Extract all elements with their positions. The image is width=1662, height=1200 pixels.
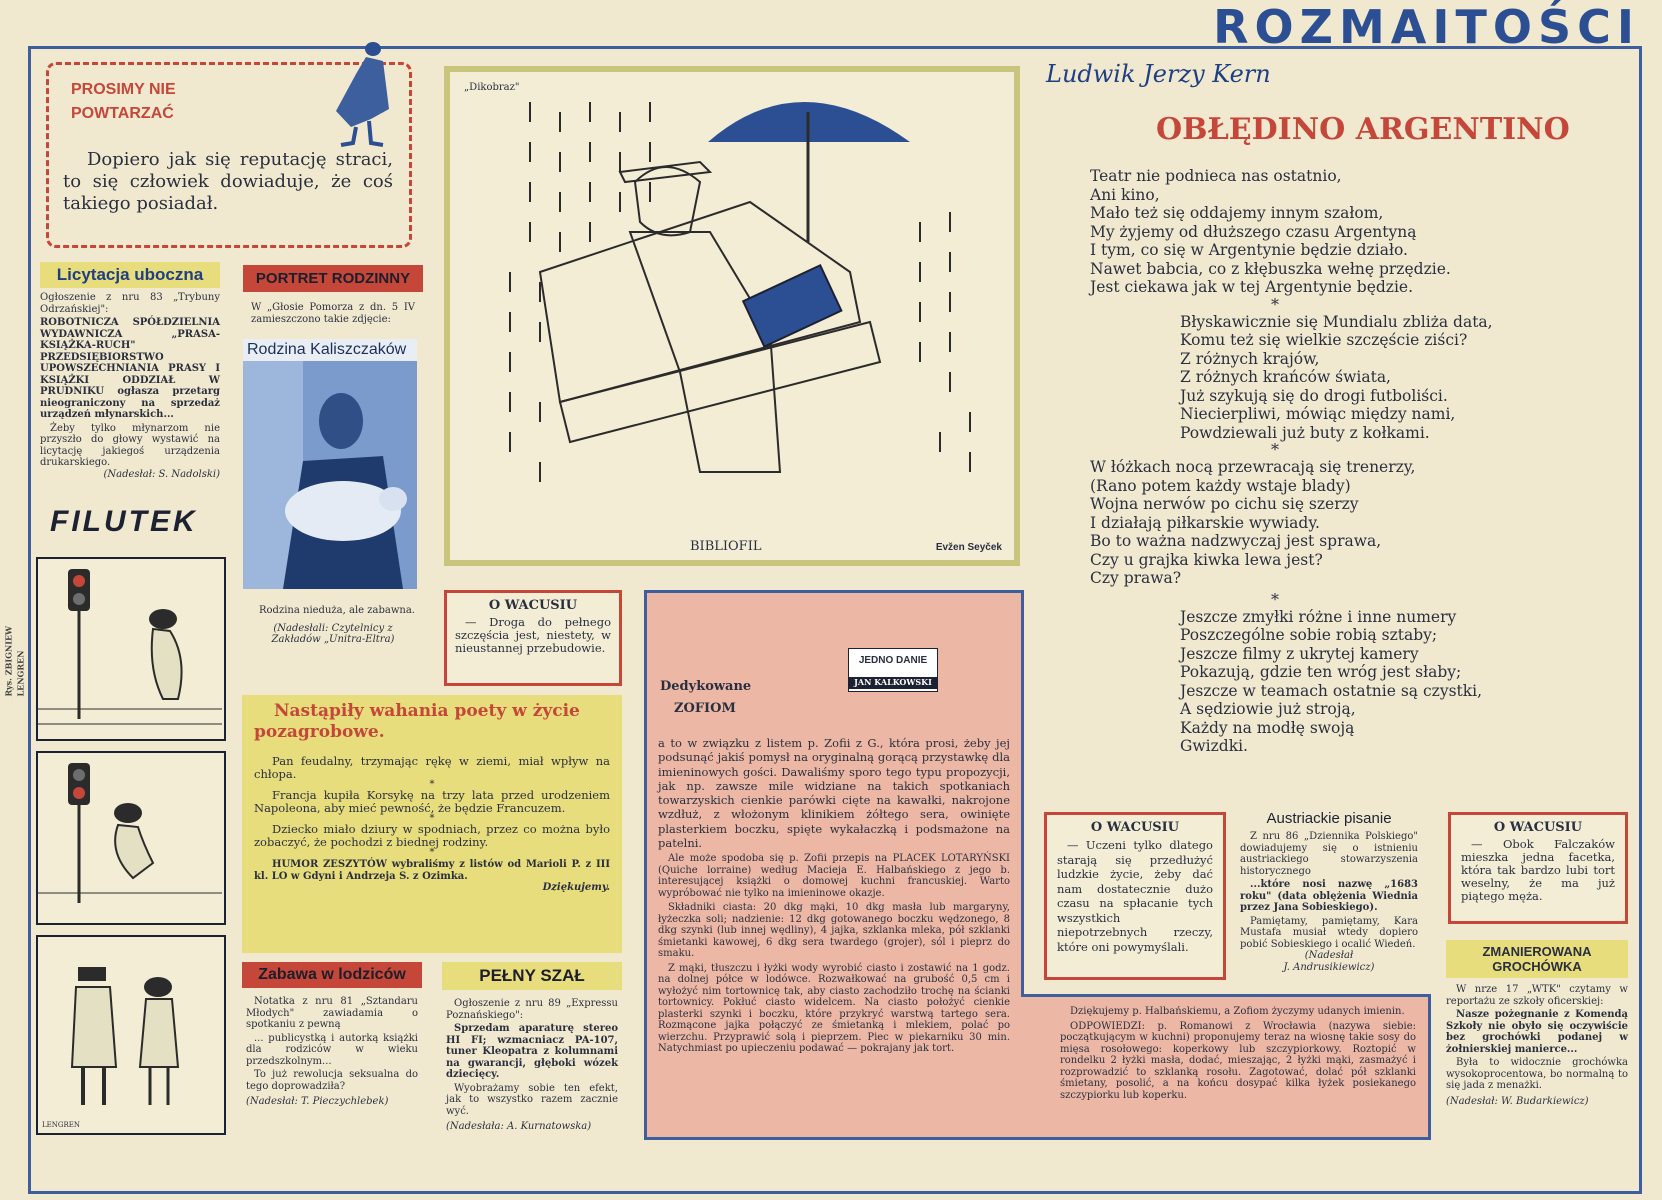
zabawa-sender: (Nadesłał: T. Pieczychlebek) bbox=[246, 1096, 389, 1107]
poem-line: Z różnych krajów, bbox=[1180, 349, 1320, 368]
licytacja-section bbox=[40, 262, 220, 492]
poem-title: OBŁĘDINO ARGENTINO bbox=[1156, 112, 1570, 147]
wacusiu-3-heading: O WACUSIU bbox=[1493, 820, 1583, 835]
wacusiu-2-heading: O WACUSIU bbox=[1090, 820, 1180, 835]
poem-line: Każdy na modłę swoją bbox=[1180, 718, 1355, 737]
wacusiu-1-heading: O WACUSIU bbox=[488, 598, 578, 613]
wahania-p3: Dziecko miało dziury w spodniach, przez co można było zobaczyć, że pochodzi z biednej rodziny. bbox=[254, 822, 610, 849]
zabawa-p1: Notatka z nru 81 „Sztandaru Młodych" zawiadamia o spotkaniu z pewną bbox=[246, 996, 418, 1030]
bibliofil-cartoon bbox=[450, 72, 1014, 560]
wahania-star-3: * bbox=[429, 847, 435, 858]
poem-line: Ani kino, bbox=[1090, 185, 1160, 204]
poem-line: Jeszcze w teamach ostatnie są czystki, bbox=[1180, 681, 1483, 700]
poem-line: I działają piłkarskie wywiady. bbox=[1090, 513, 1320, 532]
dedykowane-p3: Składniki ciasta: 20 dkg mąki, 10 dkg masła lub margaryny, łyżeczka soli; nadzienie: 12 dkg gotowanego boczku wędzonego, 8 dkg szynki (lub innej wędliny), 4 jajka, szklanka mleka, pół szklanki śmietanki kawowej, 6 dkg sera twardego (grojer), sól i pieprz do smaku. bbox=[658, 902, 1010, 960]
portret-photo bbox=[243, 339, 417, 589]
szal-heading: PEŁNY SZAŁ bbox=[442, 962, 622, 990]
grochowka-p2: Nasze pożegnanie z Komendą Szkoły nie obyło się oczywiście bez grochówki podanej w żołnierskiej manierce... bbox=[1446, 1009, 1628, 1055]
wacusiu-2-text: — Uczeni tylko dlatego starają się przedłużyć ludzkie życie, żeby dać nam dostatecznie dużo czasu na spłacanie tych wszystkich niepotrzebnych rzeczy, które oni powymyślali. bbox=[1057, 838, 1213, 954]
dedykowane-p6: ODPOWIEDZI: p. Romanowi z Wrocławia (nazywa siebie: początkującym w kuchni) proponujemy teraz na wiosnę takie sosy do mięsa rosołowego: koperkowy lub szczypiorkowy. Roztopić w rondelku 2 łyżki masła, dodać, mieszając, 2 łyżki mąki, zasmażyć i rozprowadzić to szklanką rosołu. Zagotować, dolać pół szklanki śmietany, posolić, a na końcu dosypać kilka łyżek posiekanego szczypiorku lub koperku. bbox=[1060, 1020, 1416, 1101]
photo-caption: Rodzina Kaliszczaków bbox=[243, 339, 417, 361]
prosimy-quote: Dopiero jak się reputację straci, to się człowiek dowiaduje, że coś takiego posiadał. bbox=[63, 149, 393, 214]
prosimy-heading-2: POWTARZAĆ bbox=[71, 105, 174, 122]
poem-line: W łóżkach nocą przewracają się trenerzy, bbox=[1090, 458, 1416, 476]
austriackie-text: Z nru 86 „Dziennika Polskiego" dowiadujemy się o istnieniu austriackiego stowarzyszenia historycznego bbox=[1240, 831, 1418, 877]
dedykowane-heading-2: ZOFIOM bbox=[674, 701, 736, 716]
filutek-panel-2 bbox=[36, 751, 226, 925]
poem-line: (Rano potem każdy wstaje blady) bbox=[1090, 476, 1351, 495]
wacusiu-box-2 bbox=[1044, 812, 1226, 980]
wahania-heading: Nastąpiły wahania poety w życie pozagrobowe. bbox=[254, 701, 580, 742]
poem-line: Powdziewali już buty z kołkami. bbox=[1180, 423, 1430, 442]
poem-star: * bbox=[1271, 440, 1279, 459]
portret-comment: Rodzina nieduża, ale zabawna. bbox=[259, 605, 415, 616]
szal-p2: Sprzedam aparaturę stereo HI FI; wzmacniacz PA-107, tuner Kleopatra z kolumnami na gwarancji, głęboki wózek dziecięcy. bbox=[446, 1023, 618, 1080]
grochowka-p1: W nrze 17 „WTK" czytamy w reportażu ze szkoły oficerskiej: bbox=[1446, 984, 1628, 1007]
dedykowane-logo bbox=[848, 648, 938, 692]
zabawa-heading: Zabawa w lodziców bbox=[242, 962, 422, 988]
poem-line: Bo to ważna nadzwyczaj jest sprawa, bbox=[1090, 532, 1382, 550]
filutek-panel-1 bbox=[36, 557, 226, 741]
poem-author: Ludwik Jerzy Kern bbox=[1046, 60, 1271, 88]
cartoon-box bbox=[444, 66, 1020, 566]
szal-p3: Wyobrażamy sobie ten efekt, jak to wszystko razem zacznie wyć. bbox=[446, 1082, 618, 1117]
licytacja-ad: ROBOTNICZA SPÓŁDZIELNIA WYDAWNICZA „PRASA-KSIĄŻKA-RUCH" PRZEDSIĘBIORSTWO UPOWSZECHNIANIA PRASY I KSIĄŻKI ODDZIAŁ W PRUDNIKU ogłasza przetarg nieograniczony na sprzedaż urządzeń młynarskich... bbox=[40, 317, 220, 420]
zabawa-section bbox=[242, 962, 422, 1142]
grochowka-sender: (Nadesłał: W. Budarkiewicz) bbox=[1446, 1095, 1589, 1107]
poem-line: Poszczególne sobie robią sztaby; bbox=[1180, 626, 1438, 644]
poem-line: Jest ciekawa jak w tej Argentynie będzie. bbox=[1090, 278, 1414, 296]
poem-stanza-3 bbox=[1090, 458, 1620, 588]
cartoon-caption: BIBLIOFIL bbox=[690, 539, 762, 554]
dedykowane-p1: a to w związku z listem p. Zofii z G., która prosi, żeby jej podsunąć jakiś pomysł na oryginalną gorącą przystawkę dla imieninowych gości. Dawaliśmy sporo tego typu propozycji, jak np. zawsze mile widziane na takich spotkaniach towarzyskich cienkie parówki cięte na kawałki, nakrojone wzdłuż, z włożonym klinikiem żółtego sera, owinięte plasterkiem boczku, spięte wykałaczką i podsmażone na patelni. bbox=[658, 736, 1010, 851]
dedykowane-body bbox=[658, 736, 1010, 1055]
prosimy-heading-1: PROSIMY NIE bbox=[71, 81, 176, 98]
dedykowane-p5: Dziękujemy p. Halbańskiemu, a Zofiom życzymy udanych imienin. bbox=[1070, 1006, 1405, 1017]
poem-line: Nawet babcia, co z kłębuszka wełnę przędzie. bbox=[1090, 259, 1451, 278]
poem-star: * bbox=[1271, 294, 1279, 314]
wahania-star-1: * bbox=[429, 779, 435, 790]
austriackie-comment: Pamiętamy, pamiętamy, Kara Mustafa musiał wtedy dopiero pobić Sobieskiego i ocalić Wiedeń. bbox=[1240, 915, 1418, 950]
filutek-title: FILUTEK bbox=[50, 505, 198, 538]
poem-line: A sędziowie już stroją, bbox=[1180, 700, 1356, 718]
portret-section bbox=[243, 265, 423, 685]
wahania-star-2: * bbox=[429, 813, 435, 824]
dedykowane-body-2 bbox=[1060, 1006, 1416, 1101]
dedykowane-border-right bbox=[1021, 590, 1024, 997]
austriackie-quote: ...które nosi nazwę „1683 roku" (data oblężenia Wiednia przez Jana Sobieskiego). bbox=[1240, 879, 1418, 913]
poem-star: * bbox=[1271, 589, 1279, 609]
dedykowane-p4: Z mąki, tłuszczu i łyżki wody wyrobić ciasto i zostawić na 1 godz. na dolnej półce w lodówce. Rozwałkować na grubość 0,5 cm i wyłożyć nim tortownicę tak, aby ciasto zachodziło trochę na ścianki tortownicy. Pokłuć ciasto widelcem. Na ciasto położyć cienkie plasterki szynki i boczku, które przykryć warstwą tartego sera. Rozmącone jajka połączyć ze śmietanką i mlekiem, polać po wierzchu. Przyprawić solą i pieprzem. Piec w piekarniku 30 min. Natychmiast po upieczeniu podawać — pokrajany jak tort. bbox=[658, 962, 1010, 1055]
portret-intro: W „Głosie Pomorza z dn. 5 IV zamieszczono takie zdjęcie: bbox=[251, 302, 415, 325]
poem-line: Z różnych krańców świata, bbox=[1180, 368, 1391, 386]
wahania-footer: HUMOR ZESZYTÓW wybraliśmy z listów od Marioli P. z III kl. LO w Gdyni i Andrzeja S. z Ozimka. bbox=[254, 859, 610, 882]
wacusiu-3-text: — Obok Falczaków mieszka jedna facetka, która tak bardzo lubi tort weselny, że ma już piątego męża. bbox=[1461, 837, 1615, 903]
licytacja-heading: Licytacja uboczna bbox=[40, 262, 220, 288]
poem-line: Jeszcze filmy z ukrytej kamery bbox=[1180, 644, 1419, 663]
masthead: ROZMAITOŚCI bbox=[1213, 0, 1640, 54]
man-with-pig-photo bbox=[243, 361, 417, 589]
poem-line: Pokazują, gdzie ten wróg jest słaby; bbox=[1180, 663, 1462, 681]
side-credit: Rys. ZBIGNIEW LENGREN bbox=[3, 625, 25, 697]
licytacja-comment: Żeby tylko młynarzom nie przyszło do głowy wystawić na licytację jakiegoś urządzenia drukarskiego. bbox=[40, 422, 220, 468]
grochowka-heading-2: GROCHÓWKA bbox=[1446, 959, 1628, 978]
filutek-signature: LENGREN bbox=[42, 1120, 80, 1129]
poem-stanza-1 bbox=[1090, 167, 1620, 297]
austriackie-sender-2: J. Andrusikiewicz) bbox=[1283, 961, 1375, 973]
wahania-p1: Pan feudalny, trzymając rękę w ziemi, miał wpływ na chłopa. bbox=[254, 754, 610, 781]
poem-line: Niecierpliwi, mówiąc między nami, bbox=[1180, 405, 1456, 423]
zabawa-p3: To już rewolucja seksualna do tego doprowadziła? bbox=[246, 1069, 418, 1092]
cartoon-label: „Dikobraz" bbox=[464, 82, 520, 93]
austriackie-section bbox=[1240, 810, 1418, 985]
poem-line: Mało też się oddajemy innym szałom, bbox=[1090, 204, 1384, 222]
szal-sender: (Nadesłała: A. Kurnatowska) bbox=[446, 1121, 592, 1132]
traffic-light-icon bbox=[38, 753, 222, 921]
poem-stanza-2 bbox=[1180, 313, 1620, 443]
licytacja-sender: (Nadesłał: S. Nadolski) bbox=[103, 468, 220, 480]
poem-line: Błyskawicznie się Mundialu zbliża data, bbox=[1180, 312, 1493, 331]
poem-line: Teatr nie podnieca nas ostatnio, bbox=[1090, 167, 1342, 185]
austriackie-heading: Austriackie pisanie bbox=[1266, 810, 1392, 827]
logo-line-1: JEDNO DANIE bbox=[858, 655, 928, 666]
filutek-panel-3 bbox=[36, 935, 226, 1135]
prosimy-box bbox=[46, 62, 412, 248]
portret-sender: (Nadesłali: Czytelnicy z Zakładów „Unitra-Eltra) bbox=[271, 622, 395, 645]
filutek-section bbox=[36, 505, 224, 1141]
poem-line: Już szykują się do drogi futboliści. bbox=[1180, 386, 1448, 405]
dedykowane-p2: Ale może spodoba się p. Zofii przepis na PLACEK LOTARYŃSKI (Quiche lorraine) według Macieja E. Halbańskiego z jego b. interesującej książki o domowej kuchni francuskiej. Warto wypróbować nie tylko na imieninowe okazje. bbox=[658, 853, 1010, 899]
poem-line: Gwizdki. bbox=[1180, 737, 1248, 755]
licytacja-intro: Ogłoszenie z nru 83 „Trybuny Odrzańskiej": bbox=[40, 292, 220, 315]
poem-line: I tym, co się w Argentynie będzie działo. bbox=[1090, 241, 1408, 259]
grochowka-heading-1: ZMANIEROWANA bbox=[1446, 940, 1628, 959]
szal-p1: Ogłoszenie z nru 89 „Expressu Poznańskiego": bbox=[446, 998, 618, 1021]
cartoon-author: Evžen Seyček bbox=[935, 542, 1002, 553]
poem-line: Wojna nerwów po cichu się szerzy bbox=[1090, 495, 1359, 513]
traffic-light-icon bbox=[38, 559, 222, 737]
poem-line: Czy prawa? bbox=[1090, 569, 1182, 587]
poem-section bbox=[1040, 60, 1620, 800]
szal-section bbox=[442, 962, 622, 1142]
portret-heading: PORTRET RODZINNY bbox=[243, 265, 423, 292]
wahania-thanks: Dziękujemy. bbox=[542, 882, 610, 893]
wahania-section bbox=[242, 695, 622, 953]
wacusiu-box-3 bbox=[1448, 812, 1628, 924]
grochowka-p3: Była to widocznie grochówka wysokoprocentowa, bo normalną to się jada z menażki. bbox=[1446, 1057, 1628, 1091]
wahania-p2: Francja kupiła Korsykę na trzy lata przed urodzeniem Napoleona, aby mieć pewność, że będzie Francuzem. bbox=[254, 788, 610, 815]
poem-line: Jeszcze zmyłki różne i inne numery bbox=[1180, 607, 1457, 626]
zabawa-p2: ... publicystką i autorką książki dla rodziców w wieku przedszkolnym... bbox=[246, 1032, 418, 1067]
logo-line-2: JAN KALKOWSKI bbox=[849, 677, 937, 689]
dedykowane-heading-1: Dedykowane bbox=[660, 679, 752, 694]
policeman-illustration bbox=[38, 937, 222, 1117]
poem-line: Czy u grajka kiwka lewa jest? bbox=[1090, 550, 1323, 569]
grochowka-section bbox=[1446, 940, 1628, 1140]
poem-stanza-4 bbox=[1180, 608, 1620, 756]
poem-line: Komu też się wielkie szczęście ziści? bbox=[1180, 331, 1468, 349]
austriackie-sender-1: (Nadesłał bbox=[1304, 950, 1354, 961]
wacusiu-box-1 bbox=[444, 590, 622, 686]
wacusiu-1-text: — Droga do pełnego szczęścia jest, niestety, w nieustannej przebudowie. bbox=[455, 615, 611, 655]
poem-line: My żyjemy od dłuższego czasu Argentyną bbox=[1090, 222, 1417, 241]
walking-man-illustration bbox=[311, 39, 391, 149]
